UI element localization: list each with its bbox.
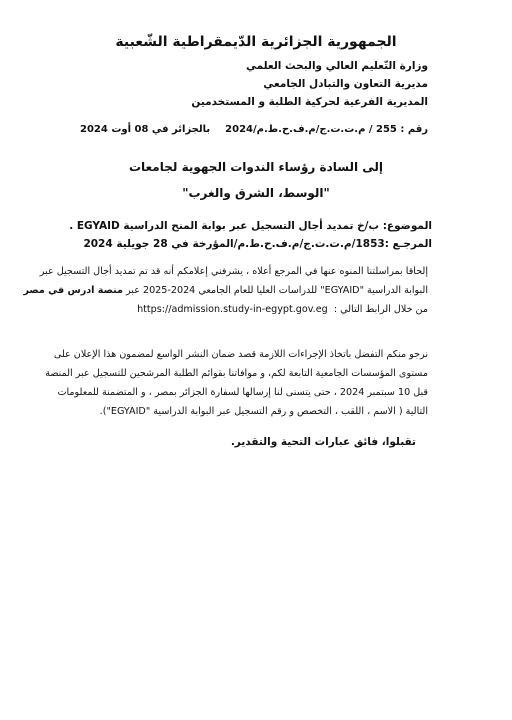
reference-line: المرجـع :1853/م.ت.ت.ج/م.ف.ح.ط.م/المؤرخة في 28 جويلية 2024 (83, 238, 432, 250)
paragraph-1-line-2-text: البوابة الدراسية "EGYAID" للدراسات العليا للعام الجامعي 2024-2025 عبر (122, 285, 428, 296)
admission-url: https://admission.study-in-egypt.gov.eg (137, 304, 328, 315)
paragraph-1-line-3 (82, 300, 428, 319)
paragraph-1-line-1: إلحاقا بمراسلتنا المنوه عنها في المرجع أعلاه ، يشرفني إعلامكم أنه قد تم تمديد أجال التسجيل عبر (39, 266, 428, 277)
closing-salutation: تقبلوا، فائق عبارات التحية والتقدير. (230, 436, 416, 448)
subdirectorate-name: المديرية الفرعية لحركية الطلبة و المستخدمين (191, 96, 428, 108)
addressee-line-2: "الوسط، الشرق والغرب" (182, 186, 330, 200)
paragraph-2 (45, 345, 428, 421)
study-in-egypt-platform: منصة ادرس في مصر (23, 285, 123, 296)
paragraph-1 (23, 262, 428, 319)
paragraph-2-line-1: نرجو منكم التفضل باتخاذ الإجراءات اللازمة قصد ضمان النشر الواسع لمضمون هذا الإعلان على (53, 349, 428, 360)
subject-line: الموضوع: ب/خ تمديد أجال التسجيل عبر بوابة المنح الدراسية EGYAID . (69, 220, 432, 232)
paragraph-2-line-4: التالية ( الاسم ، اللقب ، التخصص و رقم التسجيل عبر البوابة الدراسية "EGYAID"). (99, 406, 428, 417)
paragraph-2-line-3: قبل 10 سبتمبر 2024 ، حتى يتسنى لنا إرسالها لسفارة الجزائر بمصر ، و المتضمنة للمعلومات (57, 387, 428, 398)
addressee-line-1: إلى السادة رؤساء الندوات الجهوية لجامعات (128, 160, 384, 174)
directorate-name: مديرية التعاون والتبادل الجامعي (263, 78, 428, 90)
reference-row (80, 124, 428, 140)
paragraph-1-line-2 (23, 281, 428, 300)
paragraph-2-line-2: مستوى المؤسسات الجامعية التابعة لكم، و موافاتنا بقوائم الطلبة المرشحين للتسجيل عبر المنصة (45, 368, 428, 379)
place-date: بالجزائر في 08 أوت 2024 (80, 124, 211, 135)
reference-number: رقم : 255 / م.ت.ت.ج/م.ف.ح.ط.م/2024 (225, 124, 428, 135)
republic-title: الجمهورية الجزائرية الدّيمقراطية الشّعبية (115, 34, 397, 50)
ministry-name: وزارة التّعليم العالي والبحث العلمي (245, 60, 428, 72)
link-intro: من خلال الرابط التالي : (333, 304, 428, 315)
